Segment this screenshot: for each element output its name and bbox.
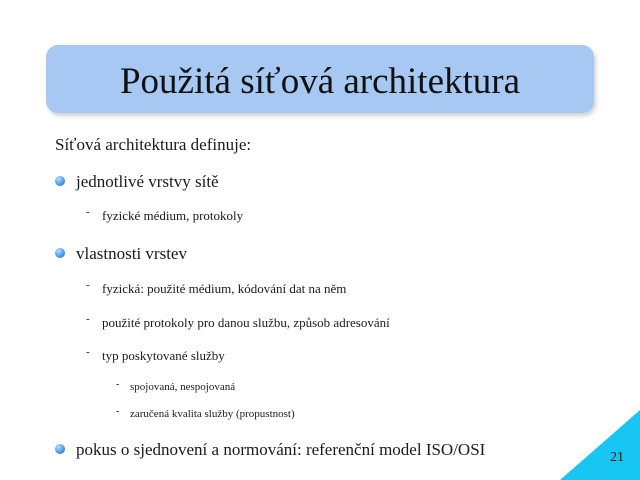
sub-item-text: fyzická: použité médium, kódování dat na něm [102,281,347,296]
sub-item [86,348,225,364]
slide-title-box [46,45,594,113]
dash-marker: - [116,405,120,417]
dash-marker: - [86,279,90,291]
sub-sub-item-text: spojovaná, nespojovaná [130,381,236,393]
sub-item [86,315,390,331]
sub-item-text: fyzické médium, protokoly [102,208,244,223]
bullet-item-text: jednotlivé vrstvy sítě [76,172,219,191]
sub-sub-item [116,405,295,420]
bullet-item-text: pokus o sjednovení a normování: referenční model ISO/OSI [76,440,486,459]
sub-item-text: použité protokoly pro danou službu, způsob adresování [102,315,390,330]
slide-title: Použitá síťová architektura [119,60,521,102]
dash-marker: - [86,206,90,218]
bullet-item [55,172,219,192]
sub-sub-item [116,378,236,393]
bullet-dot-icon [55,176,65,186]
sub-sub-item-text: zaručená kvalita služby (propustnost) [130,408,295,420]
intro-text: Síťová architektura definuje: [55,135,252,154]
sub-item-text: typ poskytované služby [102,348,225,363]
dash-marker: - [86,313,90,325]
bullet-item [55,244,187,264]
bullet-item [55,440,485,460]
dash-marker: - [116,378,120,390]
sub-item [86,208,243,224]
bullet-item-text: vlastnosti vrstev [76,244,187,263]
bullet-dot-icon [55,444,65,454]
corner-decoration [560,410,640,480]
sub-item [86,281,346,297]
bullet-dot-icon [55,248,65,258]
page-number: 21 [610,450,624,465]
dash-marker: - [86,346,90,358]
